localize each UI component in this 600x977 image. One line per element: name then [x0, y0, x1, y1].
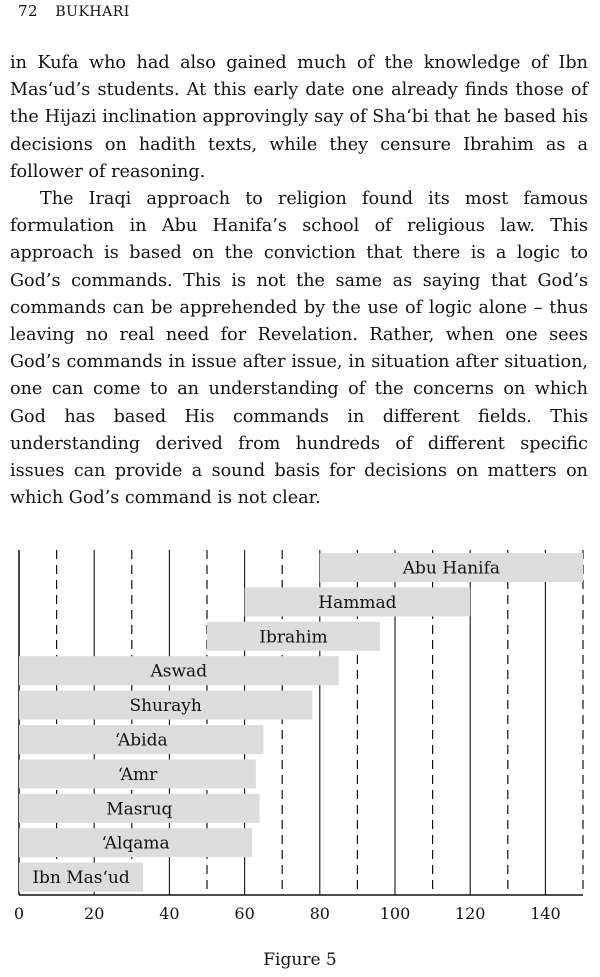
x-tick-label-80: 80 [309, 904, 330, 923]
bar-label-shurayh: Shurayh [129, 696, 202, 717]
body-text [10, 50, 588, 512]
x-tick-label-120: 120 [454, 904, 486, 923]
bar-label-hammad: Hammad [318, 592, 397, 613]
x-tick-label-20: 20 [84, 904, 105, 923]
bar-label-abida: ‘Abida [114, 730, 168, 751]
page-number: 72 [18, 2, 39, 20]
bar-label-masruq: Masruq [106, 799, 173, 820]
bar-label-aswad: Aswad [150, 661, 208, 682]
x-tick-label-40: 40 [159, 904, 180, 923]
x-tick-label-60: 60 [234, 904, 255, 923]
bar-label-alqama: ‘Alqama [101, 833, 170, 854]
running-header [18, 2, 130, 20]
x-tick-label-140: 140 [530, 904, 561, 923]
figure-5-chart [0, 545, 600, 935]
running-title: BUKHARI [55, 4, 130, 20]
bar-label-abu-hanifa: Abu Hanifa [402, 558, 501, 579]
paragraph-2: The Iraqi approach to religion found its most famous formulation in Abu Hanifa’s school of religious law. This approach is based on the conviction that there is a logic to God’s commands. This is not the same as saying that God’s commands can be apprehended by the use of logic alone – thus leaving no real need for Revelation. Rather, when one sees God’s commands in issue after issue, in situation after situation, one can come to an understanding of the concerns on which God has based His commands in different fields. This understanding derived from hundreds of different specific issues can provide a sound basis for decisions on matters on which God’s command is not clear. [10, 189, 588, 509]
paragraph-1: in Kufa who had also gained much of the knowledge of Ibn Mas‘ud’s students. At this early date one already finds those of the Hijazi inclination approvingly say of Sha‘bi that he based his decisions on hadith texts, while they censure Ibrahim as a follower of reasoning. [10, 53, 588, 182]
bar-label-ibn-mas-ud: Ibn Mas‘ud [32, 868, 130, 889]
figure-caption: Figure 5 [263, 950, 337, 970]
bar-label-amr: ‘Amr [117, 764, 158, 785]
bar-label-ibrahim: Ibrahim [259, 627, 328, 648]
x-tick-label-0: 0 [13, 904, 25, 923]
x-tick-label-100: 100 [379, 904, 411, 923]
